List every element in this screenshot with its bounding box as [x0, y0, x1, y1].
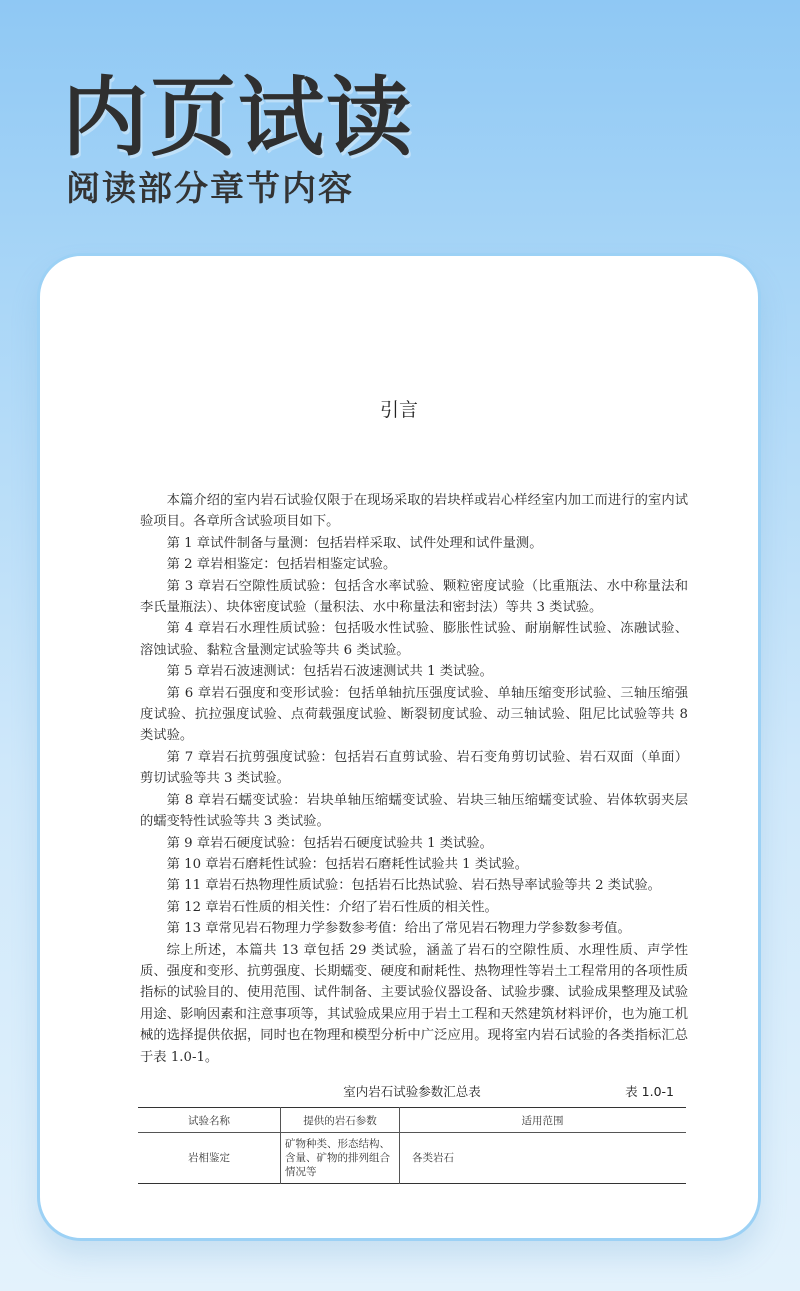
table-title: 室内岩石试验参数汇总表	[343, 1084, 481, 1099]
table-cell: 矿物种类、形态结构、含量、矿物的排列组合情况等	[281, 1133, 400, 1184]
banner-subtitle: 阅读部分章节内容	[66, 169, 354, 209]
column-header: 适用范围	[400, 1108, 687, 1133]
column-header: 试验名称	[138, 1108, 281, 1133]
paragraph: 第 5 章岩石波速测试：包括岩石波速测试共 1 类试验。	[166, 664, 493, 680]
paragraph: 第 9 章岩石硬度试验：包括岩石硬度试验共 1 类试验。	[166, 835, 493, 851]
column-header: 提供的岩石参数	[281, 1108, 400, 1133]
table-cell: 岩相鉴定	[188, 1152, 230, 1164]
banner-title: 内页试读	[62, 68, 414, 168]
paragraph: 第 13 章常见岩石物理力学参数参考值：给出了常见岩石物理力学参数参考值。	[166, 921, 631, 937]
table-row	[138, 1133, 686, 1184]
table-header-row	[138, 1108, 686, 1133]
paragraph: 第 1 章试件制备与量测：包括岩样采取、试件处理和试件量测。	[166, 535, 543, 551]
table-number: 表 1.0-1	[625, 1084, 674, 1099]
document-page	[40, 256, 758, 1238]
paragraph: 第 6 章岩石强度和变形试验：包括单轴抗压强度试验、单轴压缩变形试验、三轴压缩强度试验、抗拉强度试验、点荷载强度试验、断裂韧度试验、动三轴试验、阻尼比试验等共 8 类试验。	[140, 685, 688, 744]
paragraph: 第 12 章岩石性质的相关性：介绍了岩石性质的相关性。	[166, 899, 498, 915]
document-heading: 引言	[379, 399, 418, 421]
paragraph: 本篇介绍的室内岩石试验仅限于在现场采取的岩块样或岩心样经室内加工而进行的室内试验项目。各章所含试验项目如下。	[140, 493, 688, 530]
table-caption	[138, 1082, 686, 1106]
paragraph: 综上所述，本篇共 13 章包括 29 类试验，涵盖了岩石的空隙性质、水理性质、声学性质、强度和变形、抗剪强度、长期蠕变、硬度和耐耗性、热物理性等岩土工程常用的各项性质指标的试验目的、使用范围、试件制备、主要试验仪器设备、试验步骤、试验成果整理及试验用途、影响因素和注意事项等，其试验成果应用于岩土工程和天然建筑材料评价，也为施工机械的选择提供依据，同时也在物理和模型分析中广泛应用。现将室内岩石试验的各类指标汇总于表 1.0-1。	[140, 942, 688, 1065]
preview-card	[37, 253, 761, 1241]
paragraph: 第 8 章岩石蠕变试验：岩块单轴压缩蠕变试验、岩块三轴压缩蠕变试验、岩体软弱夹层的蠕变特性试验等共 3 类试验。	[140, 792, 688, 830]
paragraph: 第 3 章岩石空隙性质试验：包括含水率试验、颗粒密度试验（比重瓶法、水中称量法和李氏量瓶法）、块体密度试验（量积法、水中称量法和密封法）等共 3 类试验。	[140, 578, 688, 616]
paragraph: 第 10 章岩石磨耗性试验：包括岩石磨耗性试验共 1 类试验。	[166, 856, 529, 872]
paragraph: 第 7 章岩石抗剪强度试验：包括岩石直剪试验、岩石变角剪切试验、岩石双面（单面）剪切试验等共 3 类试验。	[140, 749, 688, 787]
table-cell: 各类岩石	[400, 1133, 687, 1184]
paragraph: 第 11 章岩石热物理性质试验：包括岩石比热试验、岩石热导率试验等共 2 类试验。	[166, 878, 661, 894]
paragraph: 第 2 章岩相鉴定：包括岩相鉴定试验。	[166, 557, 397, 573]
paragraph: 第 4 章岩石水理性质试验：包括吸水性试验、膨胀性试验、耐崩解性试验、冻融试验、溶蚀试验、黏粒含量测定试验等共 6 类试验。	[140, 621, 688, 658]
summary-table	[138, 1107, 686, 1184]
document-body	[140, 490, 688, 1068]
